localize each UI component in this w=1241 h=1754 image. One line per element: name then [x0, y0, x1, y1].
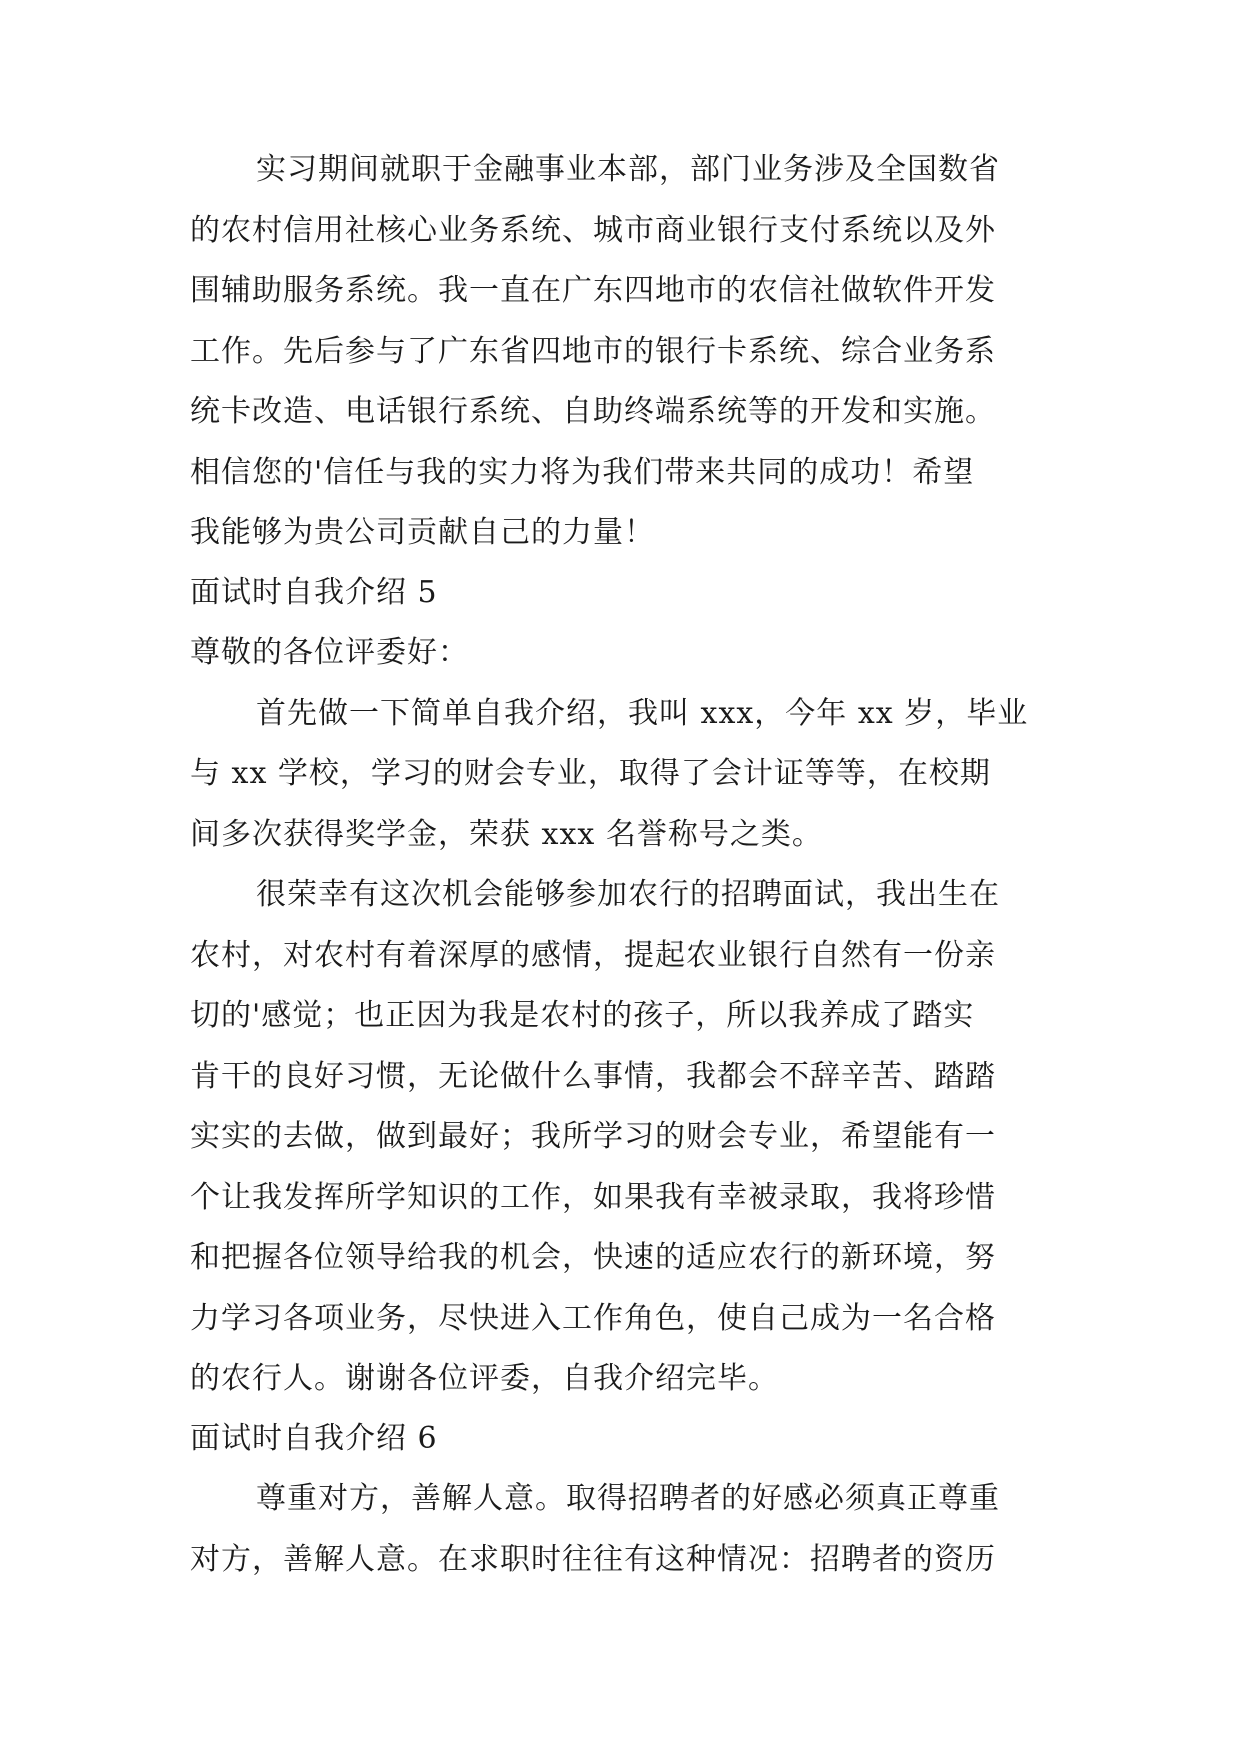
- paragraph-line: 的农村信用社核心业务系统、城市商业银行支付系统以及外: [190, 213, 996, 248]
- paragraph-line: 尊重对方，善解人意。取得招聘者的好感必须真正尊重: [256, 1481, 1000, 1516]
- section-heading: 面试时自我介绍 6: [190, 1421, 438, 1456]
- salutation: 尊敬的各位评委好：: [190, 635, 469, 670]
- paragraph-line: 间多次获得奖学金，荣获 xxx 名誉称号之类。: [190, 817, 823, 852]
- paragraph-line: 很荣幸有这次机会能够参加农行的招聘面试，我出生在: [256, 877, 1000, 912]
- paragraph-line: 工作。先后参与了广东省四地市的银行卡系统、综合业务系: [190, 334, 996, 369]
- paragraph-line: 农村，对农村有着深厚的感情，提起农业银行自然有一份亲: [190, 938, 996, 973]
- paragraph-line: 肯干的良好习惯，无论做什么事情，我都会不辞辛苦、踏踏: [190, 1059, 996, 1094]
- paragraph-line: 力学习各项业务，尽快进入工作角色，使自己成为一名合格: [190, 1301, 996, 1336]
- paragraph-line: 实实的去做，做到最好；我所学习的财会专业，希望能有一: [190, 1119, 996, 1154]
- paragraph-line: 个让我发挥所学知识的工作，如果我有幸被录取，我将珍惜: [190, 1180, 996, 1215]
- paragraph-line: 和把握各位领导给我的机会，快速的适应农行的新环境，努: [190, 1240, 996, 1275]
- paragraph-line: 切的'感觉；也正因为我是农村的孩子，所以我养成了踏实: [190, 998, 975, 1033]
- paragraph-line: 我能够为贵公司贡献自己的力量！: [190, 515, 655, 550]
- paragraph-line: 对方，善解人意。在求职时往往有这种情况：招聘者的资历: [190, 1542, 996, 1577]
- paragraph-line: 实习期间就职于金融事业本部，部门业务涉及全国数省: [256, 152, 1000, 187]
- paragraph-line: 与 xx 学校，学习的财会专业，取得了会计证等等，在校期: [190, 756, 991, 791]
- paragraph-line: 相信您的'信任与我的实力将为我们带来共同的成功！希望: [190, 455, 975, 490]
- paragraph-line: 统卡改造、电话银行系统、自助终端系统等的开发和实施。: [190, 394, 996, 429]
- section-heading: 面试时自我介绍 5: [190, 575, 438, 610]
- paragraph-line: 首先做一下简单自我介绍，我叫 xxx，今年 xx 岁，毕业: [256, 696, 1029, 731]
- paragraph-line: 围辅助服务系统。我一直在广东四地市的农信社做软件开发: [190, 273, 996, 308]
- paragraph-line: 的农行人。谢谢各位评委，自我介绍完毕。: [190, 1361, 779, 1396]
